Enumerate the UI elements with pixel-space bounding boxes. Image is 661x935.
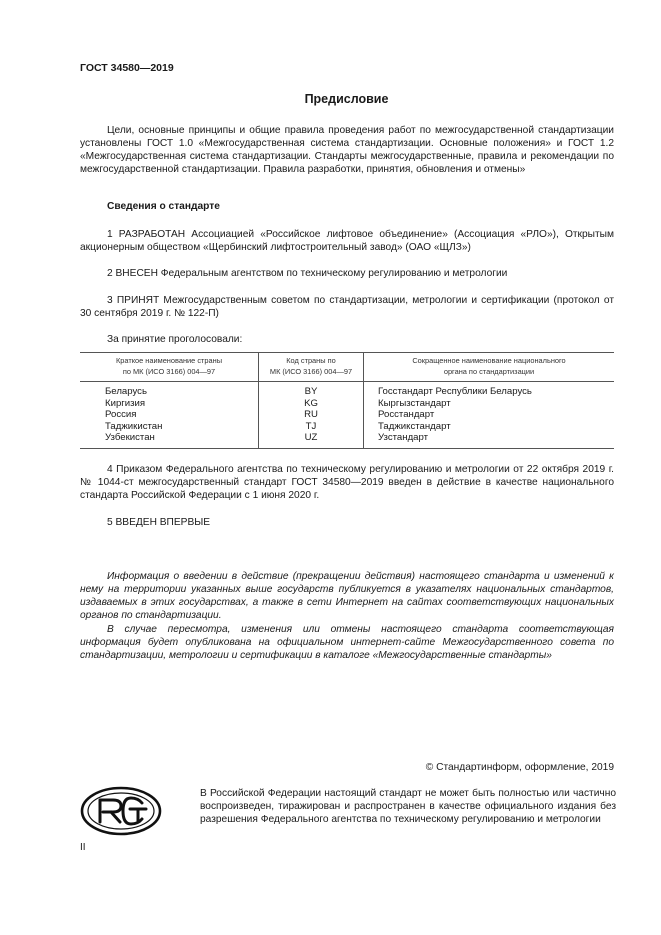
document-code: ГОСТ 34580—2019 xyxy=(80,62,174,74)
intro-paragraph: Цели, основные принципы и общие правила проведения работ по межгосударственной стандартизации установлены ГОСТ 1.0 «Межгосударственная система стандартизации. Основные положения» и ГОСТ 1.2 «Межгосударственная система стандартизации. Стандарты межгосударственные, правила и рекомендации по межгосударственной стандартизации. Правила разработки, принятия, обновления и отмены» xyxy=(80,125,614,175)
code-cell: BY KG RU TJ UZ xyxy=(259,382,364,449)
table-row xyxy=(80,382,614,449)
header-code: Код страны по МК (ИСО 3166) 004—97 xyxy=(259,353,364,382)
header-country: Краткое наименование страны по МК (ИСО 3166) 004—97 xyxy=(80,353,259,382)
rst-certification-logo-icon xyxy=(80,786,162,836)
voted-label: За принятие проголосовали: xyxy=(107,334,243,345)
standards-body-cell: Госстандарт Республики Беларусь Кыргызстандарт Росстандарт Таджикстандарт Узстандарт xyxy=(364,382,615,449)
page-number: II xyxy=(80,842,86,853)
info-heading: Сведения о стандарте xyxy=(107,201,220,212)
item-3-adopted: 3 ПРИНЯТ Межгосударственным советом по стандартизации, метрологии и сертификации (протокол от 30 сентября 2019 г. № 122-П) xyxy=(80,295,614,319)
info-notice-paragraph-1: Информация о введении в действие (прекращении действия) настоящего стандарта и изменений к нему на территории указанных выше государств публикуется в указателях национальных стандартов, издаваемых в этих государствах, а также в сети Интернет на сайтах соответствующих национальных органов по стандартизации. xyxy=(80,571,614,621)
page-title: Предисловие xyxy=(304,92,389,106)
info-notice-paragraph-2: В случае пересмотра, изменения или отмены настоящего стандарта соответствующая информация будет опубликована на официальном интернет-сайте Межгосударственного совета по стандартизации, метрологии и сертификации в каталоге «Межгосударственные стандарты» xyxy=(80,624,614,661)
table-header-row xyxy=(80,353,614,382)
item-2-introduced: 2 ВНЕСЕН Федеральным агентством по техническому регулированию и метрологии xyxy=(107,268,508,279)
voting-table xyxy=(80,352,614,449)
item-4-order: 4 Приказом Федерального агентства по техническому регулированию и метрологии от 22 октября 2019 г. № 1044-ст межгосударственный стандарт ГОСТ 34580—2019 введен в действие в качестве национального стандарта Российской Федерации с 1 июня 2020 г. xyxy=(80,464,614,501)
copyright: © Стандартинформ, оформление, 2019 xyxy=(425,762,614,773)
item-1-developed: 1 РАЗРАБОТАН Ассоциацией «Российское лифтовое объединение» (Ассоциация «РЛО»), Открытым акционерным обществом «Щербинский лифтостроительный завод» (ОАО «ЩЛЗ») xyxy=(80,229,614,253)
reproduction-notice: В Российской Федерации настоящий стандарт не может быть полностью или частично воспроизведен, тиражирован и распространен в качестве официального издания без разрешения Федерального агентства по техническому регулированию и метрологии xyxy=(200,788,616,825)
item-5-first-introduced: 5 ВВЕДЕН ВПЕРВЫЕ xyxy=(107,517,211,528)
header-standards-body: Сокращенное наименование национального органа по стандартизации xyxy=(364,353,615,382)
country-cell: Беларусь Киргизия Россия Таджикистан Узбекистан xyxy=(80,382,259,449)
